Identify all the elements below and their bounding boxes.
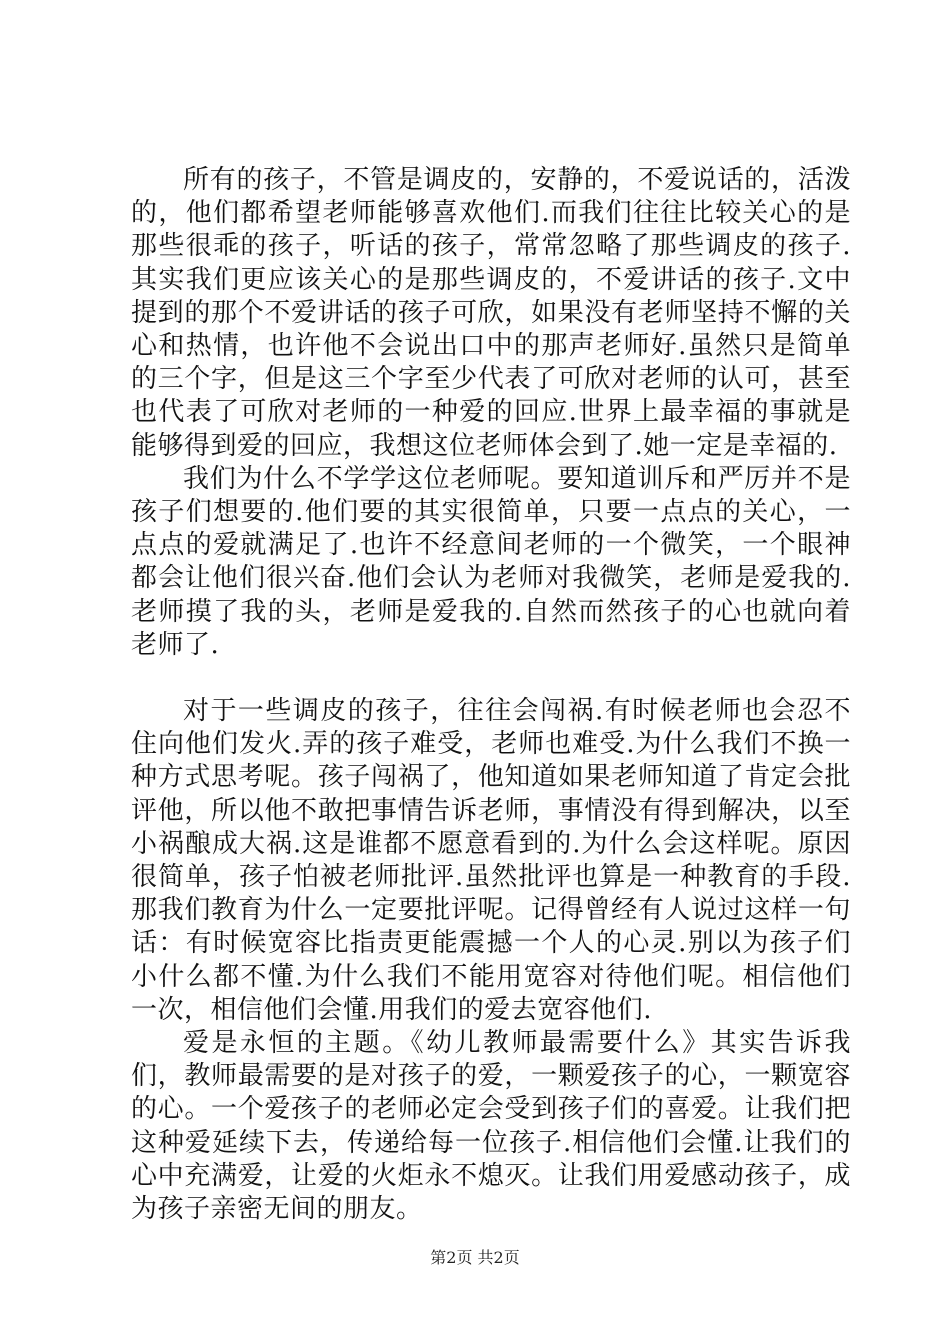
document-body: [131, 164, 851, 1226]
paragraph-4: 爱是永恒的主题。《幼儿教师最需要什么》其实告诉我们，教师最需要的是对孩子的爱，一颗爱孩子的心，一颗宽容的心。一个爱孩子的老师必定会受到孩子们的喜爱。让我们把这种爱延续下去，传递给每一位孩子.相信他们会懂.让我们的心中充满爱，让爱的火炬永不熄灭。让我们用爱感动孩子，成为孩子亲密无间的朋友。: [131, 1028, 851, 1225]
paragraph-2: 我们为什么不学学这位老师呢。要知道训斥和严厉并不是孩子们想要的.他们要的其实很简单，只要一点点的关心，一点点的爱就满足了.也许不经意间老师的一个微笑，一个眼神都会让他们很兴奋.他们会认为老师对我微笑，老师是爱我的.老师摸了我的头，老师是爱我的.自然而然孩子的心也就向着老师了.: [131, 463, 851, 660]
page-footer: 第2页 共2页: [430, 1248, 520, 1267]
paragraph-3: 对于一些调皮的孩子，往往会闯祸.有时候老师也会忍不住向他们发火.弄的孩子难受，老师也难受.为什么我们不换一种方式思考呢。孩子闯祸了，他知道如果老师知道了肯定会批评他，所以他不敢把事情告诉老师，事情没有得到解决，以至小祸酿成大祸.这是谁都不愿意看到的.为什么会这样呢。原因很简单，孩子怕被老师批评.虽然批评也算是一种教育的手段.那我们教育为什么一定要批评呢。记得曾经有人说过这样一句话：有时候宽容比指责更能震撼一个人的心灵.别以为孩子们小什么都不懂.为什么我们不能用宽容对待他们呢。相信他们一次，相信他们会懂.用我们的爱去宽容他们.: [131, 696, 851, 1025]
paragraph-1: 所有的孩子，不管是调皮的，安静的，不爱说话的，活泼的，他们都希望老师能够喜欢他们.而我们往往比较关心的是那些很乖的孩子，听话的孩子，常常忽略了那些调皮的孩子.其实我们更应该关心的是那些调皮的，不爱讲话的孩子.文中提到的那个不爱讲话的孩子可欣，如果没有老师坚持不懈的关心和热情，也许他不会说出口中的那声老师好.虽然只是简单的三个字，但是这三个字至少代表了可欣对老师的认可，甚至也代表了可欣对老师的一种爱的回应.世界上最幸福的事就是能够得到爱的回应，我想这位老师体会到了.她一定是幸福的.: [131, 165, 851, 461]
